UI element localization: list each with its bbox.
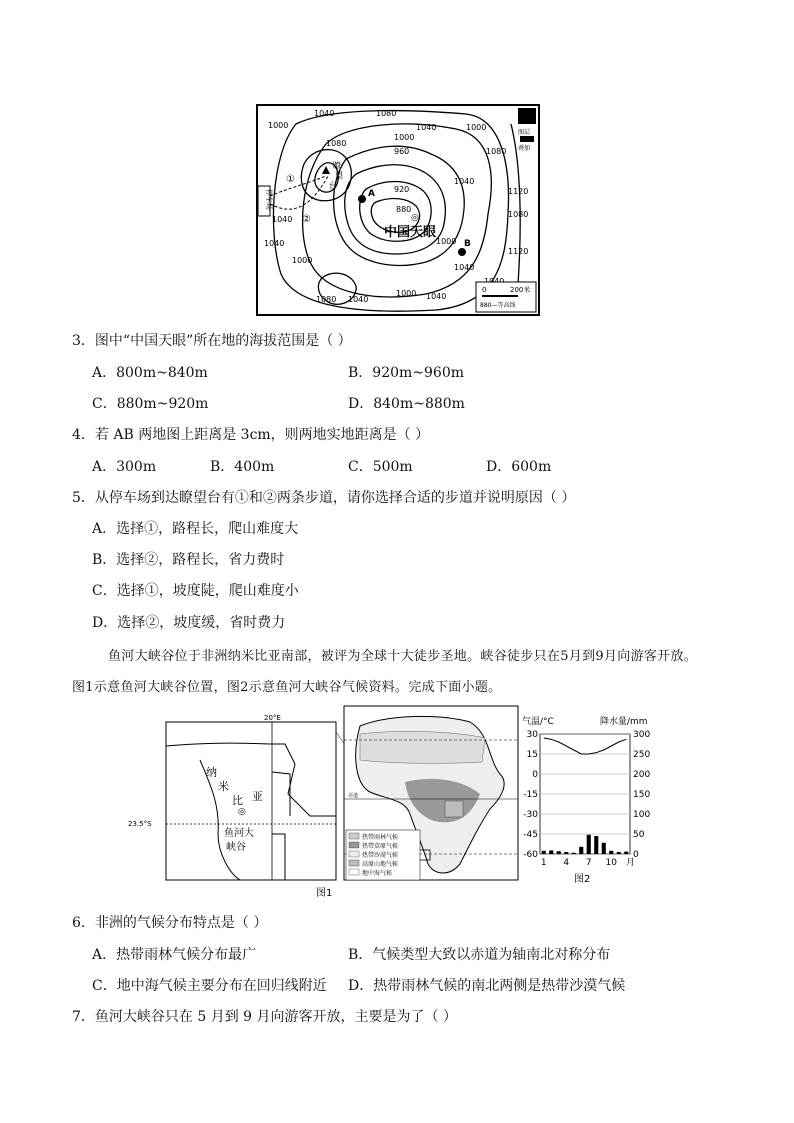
- svg-text:20°E: 20°E: [264, 714, 281, 722]
- svg-text:200米: 200米: [510, 286, 531, 294]
- svg-text:1000: 1000: [466, 123, 487, 132]
- q5-option-b[interactable]: B．选择②，路程长，省力费时: [92, 552, 285, 568]
- right-tick-label: 150: [633, 790, 651, 800]
- left-tick-label: 15: [526, 750, 538, 760]
- svg-text:峡谷: 峡谷: [226, 842, 246, 853]
- svg-text:望: 望: [335, 171, 343, 180]
- svg-text:1040: 1040: [454, 263, 475, 272]
- q6-option-a[interactable]: A．热带雨林气候分布最广: [92, 947, 257, 963]
- svg-text:热带沙漠气候: 热带沙漠气候: [362, 852, 399, 859]
- svg-text:1040: 1040: [454, 177, 475, 186]
- left-tick-label: -45: [523, 830, 538, 840]
- right-tick-label: 100: [633, 810, 651, 820]
- svg-text:1040: 1040: [272, 215, 293, 224]
- svg-text:1080: 1080: [316, 295, 337, 304]
- q5-option-a[interactable]: A．选择①，路程长，爬山难度大: [92, 521, 299, 537]
- svg-text:B: B: [464, 239, 471, 249]
- month-unit-label: 月: [626, 858, 636, 868]
- month-tick-label: 1: [540, 858, 547, 868]
- q3-option-a[interactable]: A．800m~840m: [92, 365, 208, 381]
- q3-option-c[interactable]: C．880m~920m: [92, 396, 209, 412]
- precip-bar: [549, 850, 553, 854]
- svg-text:1000: 1000: [396, 289, 417, 298]
- temperature-line: [544, 738, 627, 754]
- precip-bar: [572, 853, 576, 854]
- q5-option-c[interactable]: C．选择①，坡度陡，爬山难度小: [92, 583, 299, 599]
- right-tick-label: 250: [633, 750, 651, 760]
- svg-text:1080: 1080: [376, 109, 397, 118]
- path-1-label: ①: [286, 174, 295, 185]
- right-tick-label: 50: [633, 830, 645, 840]
- point-b: [458, 248, 466, 256]
- svg-text:瞭: 瞭: [333, 161, 341, 170]
- right-tick-label: 200: [633, 770, 651, 780]
- figure-2-climate-chart: [520, 712, 660, 888]
- canyon-label: 鱼河大: [224, 828, 254, 839]
- q4-option-b[interactable]: B．400m: [210, 459, 275, 475]
- q5-option-d[interactable]: D．选择②，坡度缓，省时费力: [92, 615, 286, 631]
- svg-text:920: 920: [394, 185, 410, 194]
- precip-bar: [594, 836, 598, 854]
- svg-text:1080: 1080: [326, 139, 347, 148]
- q4-stem: 4．若 AB 两地图上距离是 3cm，则两地实地距离是（ ）: [72, 427, 430, 443]
- svg-text:图层: 图层: [518, 129, 531, 136]
- svg-text:◎: ◎: [238, 807, 246, 817]
- q4-option-c[interactable]: C．500m: [348, 459, 413, 475]
- svg-text:地中海气候: 地中海气候: [362, 870, 393, 877]
- fig1-caption: 图1: [316, 888, 333, 899]
- svg-text:赤道: 赤道: [348, 793, 359, 799]
- precip-bar: [564, 852, 568, 854]
- svg-text:亚: 亚: [252, 790, 263, 803]
- svg-text:1040: 1040: [348, 295, 369, 304]
- topo-map: [256, 104, 540, 316]
- left-tick-label: 30: [526, 730, 538, 740]
- month-tick-label: 10: [605, 858, 617, 868]
- month-tick-label: 7: [585, 858, 592, 868]
- svg-text:1000: 1000: [394, 133, 415, 142]
- svg-text:◎: ◎: [411, 213, 419, 223]
- precip-bar: [579, 847, 583, 854]
- figure-1: [128, 704, 522, 900]
- svg-text:1040: 1040: [264, 239, 285, 248]
- svg-text:台: 台: [329, 181, 337, 190]
- svg-text:叠加: 叠加: [518, 145, 531, 152]
- q5-stem: 5．从停车场到达瞭望台有①和②两条步道，请你选择合适的步道并说明原因（ ）: [72, 490, 576, 506]
- svg-text:1120: 1120: [508, 247, 529, 256]
- svg-text:1040: 1040: [426, 292, 447, 301]
- path-2-label: ②: [302, 214, 311, 225]
- q6-option-c[interactable]: C．地中海气候主要分布在回归线附近: [92, 978, 327, 994]
- svg-text:1000: 1000: [268, 121, 289, 130]
- precip-bar: [602, 843, 606, 854]
- q6-option-d[interactable]: D．热带雨林气候的南北两侧是热带沙漠气候: [348, 978, 626, 994]
- svg-text:960: 960: [394, 147, 410, 156]
- q6-option-b[interactable]: B．气候类型大致以赤道为轴南北对称分布: [348, 947, 611, 963]
- svg-text:1080: 1080: [508, 210, 529, 219]
- svg-text:A: A: [368, 189, 375, 199]
- svg-text:米: 米: [218, 780, 229, 793]
- svg-text:1040: 1040: [314, 109, 335, 118]
- svg-text:1000: 1000: [436, 237, 457, 246]
- left-tick-label: -60: [523, 850, 538, 860]
- intro-line-1: 鱼河大峡谷位于非洲纳米比亚南部，被评为全球十大徒步圣地。峡谷徒步只在5月到9月向游客开放。: [108, 649, 698, 664]
- left-tick-label: -15: [523, 790, 538, 800]
- precip-bar: [609, 851, 613, 854]
- q4-option-d[interactable]: D．600m: [486, 459, 552, 475]
- svg-text:纳: 纳: [206, 766, 217, 779]
- svg-text:热带雨林气候: 热带雨林气候: [362, 834, 399, 841]
- right-tick-label: 0: [633, 850, 639, 860]
- svg-text:23.5°S: 23.5°S: [128, 820, 152, 828]
- svg-text:1080: 1080: [486, 147, 507, 156]
- left-axis-title: 气温/°C: [522, 717, 554, 727]
- q4-option-a[interactable]: A．300m: [92, 459, 157, 475]
- point-a: [358, 195, 366, 203]
- precip-bar: [617, 852, 621, 854]
- svg-text:0: 0: [482, 286, 487, 294]
- svg-text:1000: 1000: [292, 256, 313, 265]
- q3-option-b[interactable]: B．920m~960m: [348, 365, 465, 381]
- svg-text:1120: 1120: [508, 187, 529, 196]
- fig2-caption: 图2: [574, 874, 591, 885]
- intro-line-2: 图1示意鱼河大峡谷位置，图2示意鱼河大峡谷气候资料。完成下面小题。: [72, 680, 502, 695]
- svg-text:880: 880: [396, 205, 412, 214]
- parking-label: 停车场: [265, 189, 273, 210]
- precip-bar: [557, 851, 561, 854]
- right-tick-label: 300: [633, 730, 651, 740]
- left-tick-label: 0: [532, 770, 538, 780]
- svg-text:比: 比: [232, 794, 243, 807]
- svg-text:高原山地气候: 高原山地气候: [362, 861, 399, 868]
- q3-stem: 3．图中“中国天眼”所在地的海拔范围是（ ）: [72, 333, 352, 349]
- svg-text:880—等高线: 880—等高线: [480, 302, 516, 309]
- precip-bar: [587, 835, 591, 854]
- precip-bar: [624, 852, 628, 854]
- month-tick-label: 4: [563, 858, 570, 868]
- precip-bar: [542, 851, 546, 854]
- fast-label: 中国天眼: [384, 225, 437, 240]
- svg-text:热带草原气候: 热带草原气候: [362, 843, 399, 850]
- q6-stem: 6．非洲的气候分布特点是（ ）: [72, 915, 268, 931]
- svg-text:1040: 1040: [416, 123, 437, 132]
- q7-stem: 7．鱼河大峡谷只在 5 月到 9 月向游客开放，主要是为了（ ）: [72, 1009, 457, 1025]
- left-tick-label: -30: [523, 810, 538, 820]
- q3-option-d[interactable]: D．840m~880m: [348, 396, 465, 412]
- right-axis-title: 降水量/mm: [600, 717, 648, 727]
